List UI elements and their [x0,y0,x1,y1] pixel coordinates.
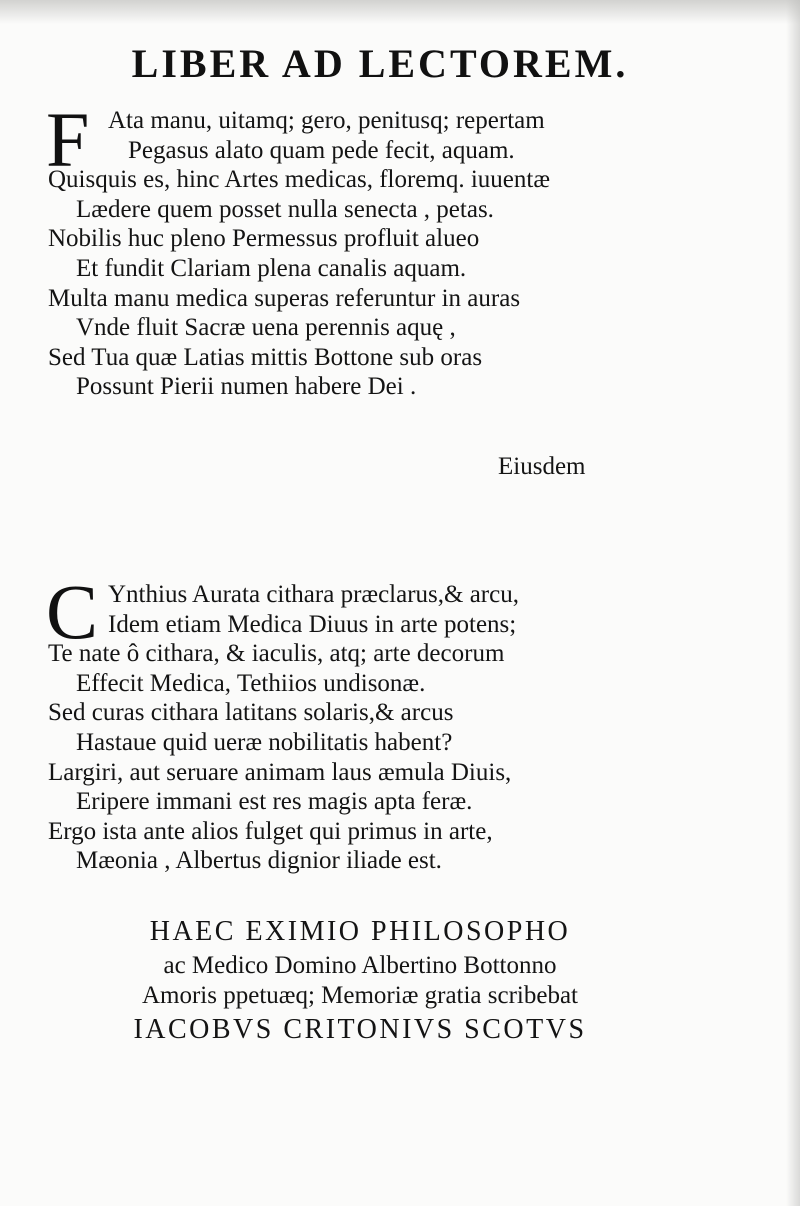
drop-capital: F [46,96,90,183]
verse-line: Effecit Medica, Tethiios undisonæ. [76,669,426,697]
verse-line: Ynthius Aurata cithara præclarus,& arcu, [108,581,519,608]
poem-eiusdem [46,568,748,876]
verse-line: Idem etiam Medica Diuus in arte potens; [108,610,517,638]
verse-line: Largiri, aut seruare animam laus æmula Diuis, [48,758,512,786]
dedication-line: ac Medico Domino Albertino Bottonno [163,952,557,979]
verse-line: Eripere immani est res magis apta feræ. [76,788,473,816]
verse-line: Lædere quem posset nulla senecta , petas. [76,195,494,223]
verse-line: Mæonia , Albertus dignior iliade est. [76,847,442,875]
verse-line: Et fundit Clariam plena canalis aquam. [76,254,467,282]
verse-line: Pegasus alato quam pede fecit, aquam. [128,136,515,164]
verse-line: Hastaue quid ueræ nobilitatis habent? [76,728,453,756]
verse-line: Te nate ô cithara, & iaculis, atq; arte decorum [48,640,505,668]
verse-line: Sed curas cithara latitans solaris,& arcus [48,699,454,727]
verse-line: Nobilis huc pleno Permessus profluit alueo [48,225,480,253]
verse-line: Ergo ista ante alios fulget qui primus in arte, [48,817,493,845]
dedication-colophon [0,913,720,1049]
verse-line: Quisquis es, hinc Artes medicas, floremq. iuuentæ [48,166,551,194]
verse-line: Multa manu medica superas referuntur in auras [48,284,521,312]
verse-line: Ata manu, uitamq; gero, penitusq; repertam [108,107,545,134]
section-heading-eiusdem: Eiusdem [498,453,586,480]
page-edge-shadow-right [786,0,800,1206]
verse-line: Possunt Pierii numen habere Dei . [76,373,417,401]
verse-line: Sed Tua quæ Latias mittis Bottone sub oras [48,343,483,371]
dedication-line: HAEC EXIMIO PHILOSOPHO [149,916,571,947]
verse-line: Vnde fluit Sacræ uena perennis aquę , [76,314,456,342]
poem-ad-lectorem [46,96,748,402]
drop-capital: C [46,568,99,655]
dedication-line: Amoris ppetuæq; Memoriæ gratia scribebat [141,982,579,1009]
page-edge-shadow [0,0,800,24]
page-title: LIBER AD LECTOREM. [131,41,629,86]
author-signature: IACOBVS CRITONIVS SCOTVS [133,1014,587,1045]
